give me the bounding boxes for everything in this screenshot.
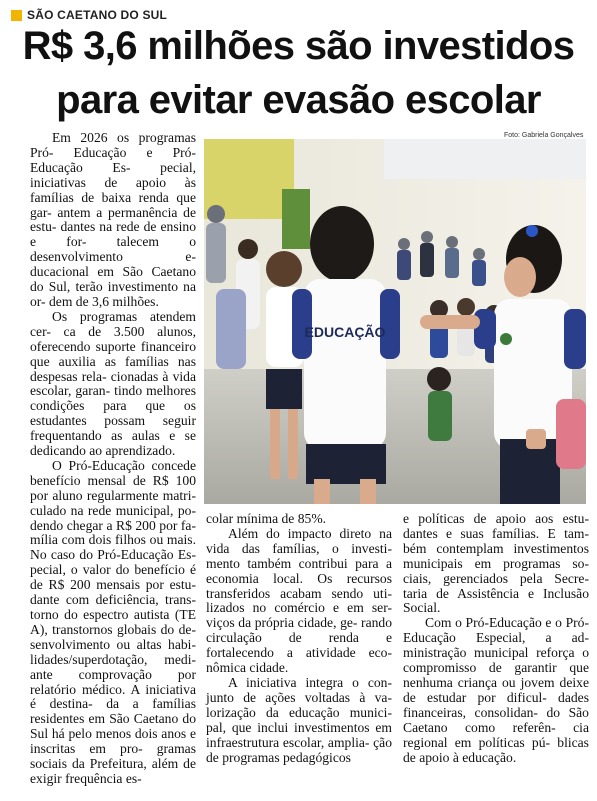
students-photo-illustration [204, 139, 586, 504]
article-photo [204, 139, 586, 504]
headline-line-1: R$ 3,6 milhões são investidos [22, 24, 575, 68]
paragraph-3-continued: colar mínima de 85%. [206, 511, 327, 526]
article-column-2 [206, 512, 392, 765]
headline-line-2: para evitar evasão escolar [56, 78, 541, 122]
article-column-1 [30, 131, 196, 787]
paragraph-5-continued: e políticas de apoio aos estu- dantes e suas famílias. E tam- bém contemplam investimentos municipais em programas so- ciais, gerenciados pela Secre- taria de Assistência e Inclusão Social. [403, 511, 589, 616]
section-label: SÃO CAETANO DO SUL [27, 8, 168, 22]
paragraph-2: Os programas atendem cer- ca de 3.500 alunos, oferecendo suporte financeiro que auxilia as famílias nas despesas rela- cionadas à vida escolar, garan- tindo melhores condições para que os estudantes possam seguir frequentando as aulas e se dedicando ao aprendizado. [30, 308, 196, 459]
article-column-3 [403, 512, 589, 765]
paragraph-6: Com o Pró-Educação e o Pró-Educação Especial, a ad- ministração municipal reforça o compromisso de garantir que nenhuma criança ou jovem deixe de estudar por dificul- dades financeiras, consolidan- do São Caetano como referên- cia regional em políticas pú- blicas de apoio à educação. [403, 615, 589, 765]
shirt-lettering: EDUCAÇÃO [304, 324, 386, 340]
paragraph-1: Em 2026 os programas Pró- Educação e Pró-Educação Es- pecial, iniciativas de apoio às famílias de baixa renda que gar- antem a permanência de estu- dantes na rede de ensino e for- talecem o desenvolvimento e- ducacional em São Caetano do Sul, terão investimento na or- dem de 3,6 milhões. [30, 130, 197, 309]
paragraph-3: O Pró-Educação concede benefício mensal de R$ 100 por aluno regularmente matri- culado na rede municipal, po- dendo chegar a R$ 200 por fa- mília com dois filhos ou mais. No caso do Pró-Educação Es- pecial, o valor do benefício é de R$ 200 mensais por estu- dante com deficiência, trans- torno do espectro autista (TE A), transtornos globais do de- senvolvimento ou altas habi- lidades/superdotação, medi- ante comprovação por relatório médico. A iniciativa é destina- da a famílias residentes em São Caetano do Sul há pelo menos dois anos e inscritas em pro- gramas sociais da Prefeitura, além de exigir frequência es- [30, 457, 197, 786]
paragraph-5: A iniciativa integra o con- junto de ações voltadas à va- lorização da educação munici- pal, que inclui investimentos em infraestrutura escolar, amplia- ção de programas pedagógicos [206, 674, 392, 765]
photo-credit: Foto: Gabriela Gonçalves [504, 132, 584, 139]
section-kicker [11, 7, 167, 23]
paragraph-4: Além do impacto direto na vida das famílias, o investi- mento também contribui para a economia local. Os recursos transferidos acabam sendo uti- lizados no comércio e em ser- viços da própria cidade, ge- rando circulação de renda e fortalecendo a atividade eco- nômica cidade. [206, 525, 392, 676]
section-marker-square [11, 10, 22, 21]
